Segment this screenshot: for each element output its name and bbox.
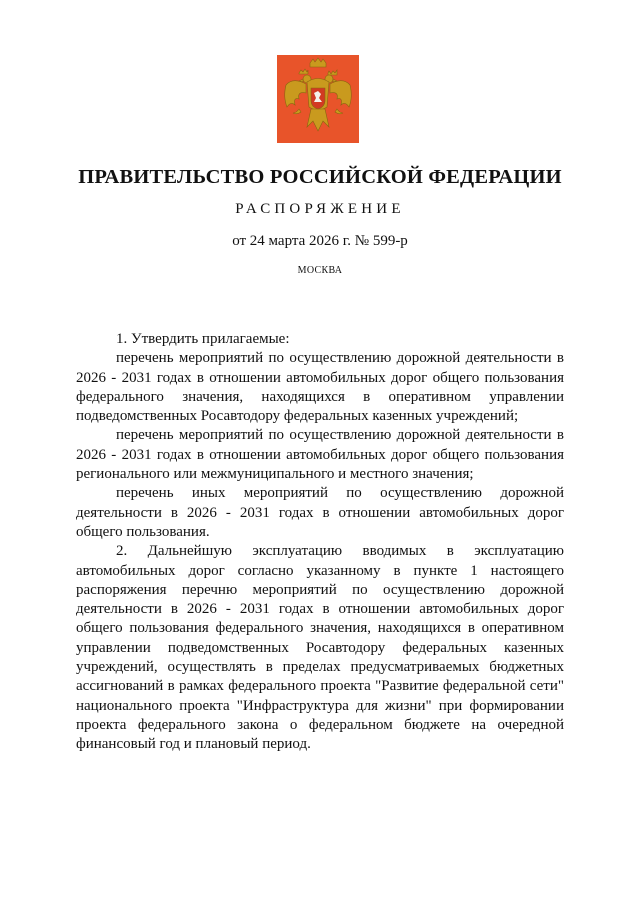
body-paragraph-3: перечень мероприятий по осуществлению дорожной деятельности в 2026 - 2031 годах в отношении автомобильных дорог общего пользования регионального или межмуниципального и местного значения; <box>76 427 564 483</box>
body-paragraph-4: перечень иных мероприятий по осуществлению дорожной деятельности в 2026 - 2031 годах в отношении автомобильных дорог общего пользования. <box>76 485 564 540</box>
body-paragraph-5: 2. Дальнейшую эксплуатацию вводимых в эксплуатацию автомобильных дорог согласно указанному в пункте 1 настоящего распоряжения перечню мероприятий по осуществлению дорожной деятельности в 2026 - 2031 годах в отношении автомобильных дорог общего пользования федерального значения, находящихся в оперативном управлении подведомственных Росавтодору федеральных казенных учреждений, осуществлять в пределах предусматриваемых бюджетных ассигнований в рамках федерального проекта "Развитие федеральной сети" национального проекта "Инфраструктура для жизни" при формировании проекта федерального закона о федеральном бюджете на очередной финансовый год и плановый период. <box>76 543 564 753</box>
document-date-number: от 24 марта 2026 г. № 599-р <box>232 233 408 249</box>
document-city: МОСКВА <box>297 265 343 276</box>
document-type: РАСПОРЯЖЕНИЕ <box>235 201 405 217</box>
body-paragraph-1: 1. Утвердить прилагаемые: <box>116 331 290 347</box>
body-paragraph-2: перечень мероприятий по осуществлению дорожной деятельности в 2026 - 2031 годах в отношении автомобильных дорог общего пользования федерального значения, находящихся в оперативном управлении подведомственных Росавтодору федеральных казенных учреждений; <box>76 350 564 425</box>
document-body <box>76 330 564 755</box>
government-title: ПРАВИТЕЛЬСТВО РОССИЙСКОЙ ФЕДЕРАЦИИ <box>78 166 562 188</box>
coat-of-arms-icon <box>277 55 359 143</box>
